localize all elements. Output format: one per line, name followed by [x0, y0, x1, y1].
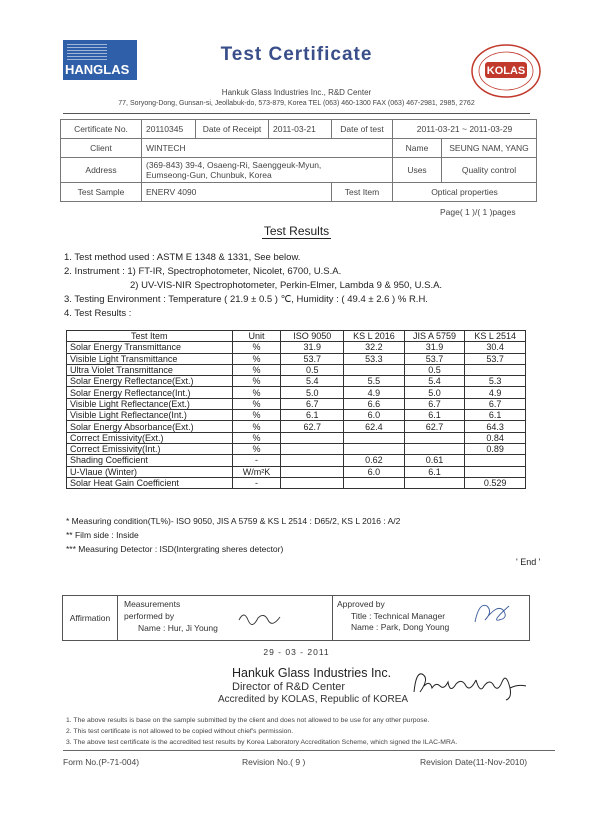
fineprint-1: 1. The above results is base on the sample submitted by the client and does not allowed to be use for any other purpose. [66, 717, 430, 724]
results-unit-cell: % [232, 443, 281, 454]
affirmation-label: Affirmation [63, 596, 118, 640]
page-count: Page( 1 )/( 1 )pages [440, 207, 516, 217]
measurements-title: Measurements [124, 599, 181, 609]
results-item-cell: Solar Heat Gain Coefficient [67, 477, 233, 488]
results-item-cell: Visible Light Reflectance(Int.) [67, 410, 233, 421]
results-value-cell: 53.7 [281, 353, 344, 364]
results-value-cell [344, 477, 405, 488]
org-name: Hankuk Glass Industries Inc., R&D Center [221, 88, 372, 97]
results-value-cell: 0.61 [404, 455, 465, 466]
results-header-cell: KS L 2016 [344, 331, 405, 342]
results-item-cell: U-Vlaue (Winter) [67, 466, 233, 477]
results-item-cell: Visible Light Transmittance [67, 353, 233, 364]
results-value-cell: 5.4 [281, 376, 344, 387]
measurer-name: Name : Hur, Ji Young [138, 623, 218, 633]
results-item-cell: Solar Energy Reflectance(Int.) [67, 387, 233, 398]
certificate-info-table [60, 119, 537, 202]
results-value-cell: 0.62 [344, 455, 405, 466]
results-value-cell: 6.7 [465, 398, 526, 409]
approver-signature [469, 598, 515, 628]
method-line: 1. Test method used : ASTM E 1348 & 1331, See below. [64, 252, 301, 263]
results-value-cell: 6.1 [281, 410, 344, 421]
fineprint-2: 2. This test certificate is not allowed to be copied without chief's permission. [66, 728, 294, 735]
results-item-cell: Correct Emissivity(Ext.) [67, 432, 233, 443]
results-value-cell: 62.4 [344, 421, 405, 432]
results-row [67, 364, 526, 375]
results-row [67, 387, 526, 398]
results-value-cell: 31.9 [281, 342, 344, 353]
test-date: 2011-03-21 ~ 2011-03-29 [393, 120, 537, 139]
results-value-cell [344, 443, 405, 454]
results-title [0, 224, 593, 238]
results-unit-cell: % [232, 353, 281, 364]
results-value-cell [404, 443, 465, 454]
results-title-text: Test Results [263, 224, 330, 238]
results-value-cell: 62.7 [281, 421, 344, 432]
revision-number: Revision No.( 9 ) [242, 757, 306, 767]
results-unit-cell: % [232, 387, 281, 398]
results-row [67, 443, 526, 454]
sample-label: Test Sample [61, 183, 142, 202]
results-value-cell [281, 432, 344, 443]
client-label: Client [61, 139, 142, 158]
results-unit-cell: % [232, 342, 281, 353]
results-header-cell: Unit [232, 331, 281, 342]
results-row [67, 477, 526, 488]
results-header-cell: JIS A 5759 [404, 331, 465, 342]
results-value-cell: 6.6 [344, 398, 405, 409]
approver-name: Name : Park, Dong Young [351, 622, 450, 632]
footer-divider [63, 750, 555, 751]
affirmation-box [62, 595, 530, 641]
results-value-cell: 0.5 [404, 364, 465, 375]
client: WINTECH [142, 139, 393, 158]
logo-text: HANGLAS [65, 62, 130, 77]
results-value-cell: 6.7 [404, 398, 465, 409]
company-name: Hankuk Glass Industries Inc. [232, 666, 392, 680]
results-value-cell: 0.84 [465, 432, 526, 443]
receipt-date: 2011-03-21 [269, 120, 332, 139]
results-row [67, 376, 526, 387]
results-unit-cell: % [232, 432, 281, 443]
approved-by: Approved by [337, 599, 385, 609]
results-value-cell [465, 364, 526, 375]
results-value-cell: 5.4 [404, 376, 465, 387]
results-value-cell: 32.2 [344, 342, 405, 353]
results-value-cell [344, 364, 405, 375]
results-value-cell [465, 455, 526, 466]
address-label: Address [61, 158, 142, 183]
results-value-cell: 6.0 [344, 410, 405, 421]
note-detector: *** Measuring Detector : ISD(Intergrating sheres detector) [66, 544, 284, 554]
results-value-cell [404, 432, 465, 443]
results-value-cell [344, 432, 405, 443]
results-value-cell: 53.7 [465, 353, 526, 364]
performed-by: performed by [124, 611, 175, 621]
measurements-cell [118, 596, 333, 640]
results-line: 4. Test Results : [64, 308, 132, 319]
results-row [67, 466, 526, 477]
results-value-cell: 5.0 [281, 387, 344, 398]
results-value-cell [281, 443, 344, 454]
results-value-cell: 6.1 [404, 466, 465, 477]
instrument-line: 2. Instrument : 1) FT-IR, Spectrophotometer, Nicolet, 6700, U.S.A. [64, 266, 342, 277]
test-date-label: Date of test [332, 120, 393, 139]
results-value-cell [465, 466, 526, 477]
results-value-cell: 5.5 [344, 376, 405, 387]
results-unit-cell: % [232, 410, 281, 421]
results-value-cell: 0.5 [281, 364, 344, 375]
results-value-cell [404, 477, 465, 488]
results-value-cell [281, 455, 344, 466]
results-value-cell: 53.7 [404, 353, 465, 364]
client-name: SEUNG NAM, YANG [442, 139, 537, 158]
results-value-cell: 6.1 [465, 410, 526, 421]
cert-no-label: Certificate No. [61, 120, 142, 139]
director-title: Director of R&D Center [232, 681, 346, 693]
results-row [67, 432, 526, 443]
results-row [67, 410, 526, 421]
results-value-cell: 0.89 [465, 443, 526, 454]
form-number: Form No.(P-71-004) [63, 757, 140, 767]
results-value-cell: 4.9 [465, 387, 526, 398]
results-unit-cell: - [232, 477, 281, 488]
results-value-cell: 6.1 [404, 410, 465, 421]
receipt-label: Date of Receipt [196, 120, 269, 139]
results-value-cell [281, 477, 344, 488]
cert-no: 20110345 [142, 120, 196, 139]
test-item-label: Test Item [332, 183, 393, 202]
results-item-cell: Solar Energy Transmittance [67, 342, 233, 353]
results-value-cell: 30.4 [465, 342, 526, 353]
address [142, 158, 393, 183]
page-title: Test Certificate [220, 44, 373, 65]
end-mark: ' End ' [516, 557, 541, 567]
uses: Quality control [442, 158, 537, 183]
accreditation: Accredited by KOLAS, Republic of KOREA [218, 694, 409, 705]
results-row [67, 421, 526, 432]
results-header-cell: ISO 9050 [281, 331, 344, 342]
results-unit-cell: % [232, 364, 281, 375]
results-value-cell: 4.9 [344, 387, 405, 398]
approver-title: Title : Technical Manager [351, 611, 446, 621]
results-row [67, 398, 526, 409]
results-row [67, 353, 526, 364]
address-line1: (369-843) 39-4, Osaeng-Ri, Saenggeuk-Myun, [146, 160, 322, 170]
results-value-cell: 5.0 [404, 387, 465, 398]
results-value-cell: 5.3 [465, 376, 526, 387]
org-address: 77, Soryong-Dong, Gunsan-si, Jeollabuk-do, 573-879, Korea TEL (063) 460-1300 FAX (063) 467-2981, 2985, 2762 [118, 100, 475, 107]
director-signature [410, 664, 535, 704]
results-value-cell: 6.7 [281, 398, 344, 409]
results-unit-cell: % [232, 421, 281, 432]
results-unit-cell: W/m²K [232, 466, 281, 477]
address-line2: Eumseong-Gun, Chunbuk, Korea [146, 170, 272, 180]
results-row [67, 342, 526, 353]
results-table [66, 330, 526, 489]
seal-text: KOLAS [486, 65, 526, 77]
results-item-cell: Visible Light Reflectance(Ext.) [67, 398, 233, 409]
results-item-cell: Ultra Violet Transmittance [67, 364, 233, 375]
results-value-cell [281, 466, 344, 477]
results-unit-cell: % [232, 376, 281, 387]
results-item-cell: Solar Energy Absorbance(Ext.) [67, 421, 233, 432]
issue-date: 29 - 03 - 2011 [263, 647, 330, 657]
results-unit-cell: % [232, 398, 281, 409]
measurer-signature [236, 608, 286, 628]
results-value-cell: 62.7 [404, 421, 465, 432]
results-value-cell: 6.0 [344, 466, 405, 477]
results-item-cell: Shading Coefficient [67, 455, 233, 466]
results-value-cell: 0.529 [465, 477, 526, 488]
results-header-cell: Test Item [67, 331, 233, 342]
name-label: Name [393, 139, 442, 158]
instrument-line-2: 2) UV-VIS-NIR Spectrophotometer, Perkin-Elmer, Lambda 9 & 950, U.S.A. [130, 280, 443, 291]
test-item: Optical properties [393, 183, 537, 202]
environment-line: 3. Testing Environment : Temperature ( 21.9 ± 0.5 ) ℃, Humidity : ( 49.4 ± 2.6 ) % R.H. [64, 294, 428, 305]
results-unit-cell: - [232, 455, 281, 466]
results-row [67, 455, 526, 466]
results-value-cell: 31.9 [404, 342, 465, 353]
approval-cell [333, 596, 529, 640]
results-value-cell: 53.3 [344, 353, 405, 364]
results-value-cell: 64.3 [465, 421, 526, 432]
note-measuring-condition: * Measuring condition(TL%)- ISO 9050, JIS A 5759 & KS L 2514 : D65/2, KS L 2016 : A/2 [66, 516, 401, 526]
header-divider [63, 113, 530, 114]
uses-label: Uses [393, 158, 442, 183]
results-item-cell: Correct Emissivity(Int.) [67, 443, 233, 454]
fineprint-3: 3. The above test certificate is the accredited test results by Korea Laboratory Accreditation Scheme, which signed the ILAC-MRA. [66, 739, 458, 746]
revision-date: Revision Date(11-Nov-2010) [420, 757, 528, 767]
results-header-cell: KS L 2514 [465, 331, 526, 342]
results-item-cell: Solar Energy Reflectance(Ext.) [67, 376, 233, 387]
results-header-row [67, 331, 526, 342]
sample: ENERV 4090 [142, 183, 332, 202]
note-film-side: ** Film side : Inside [66, 530, 139, 540]
